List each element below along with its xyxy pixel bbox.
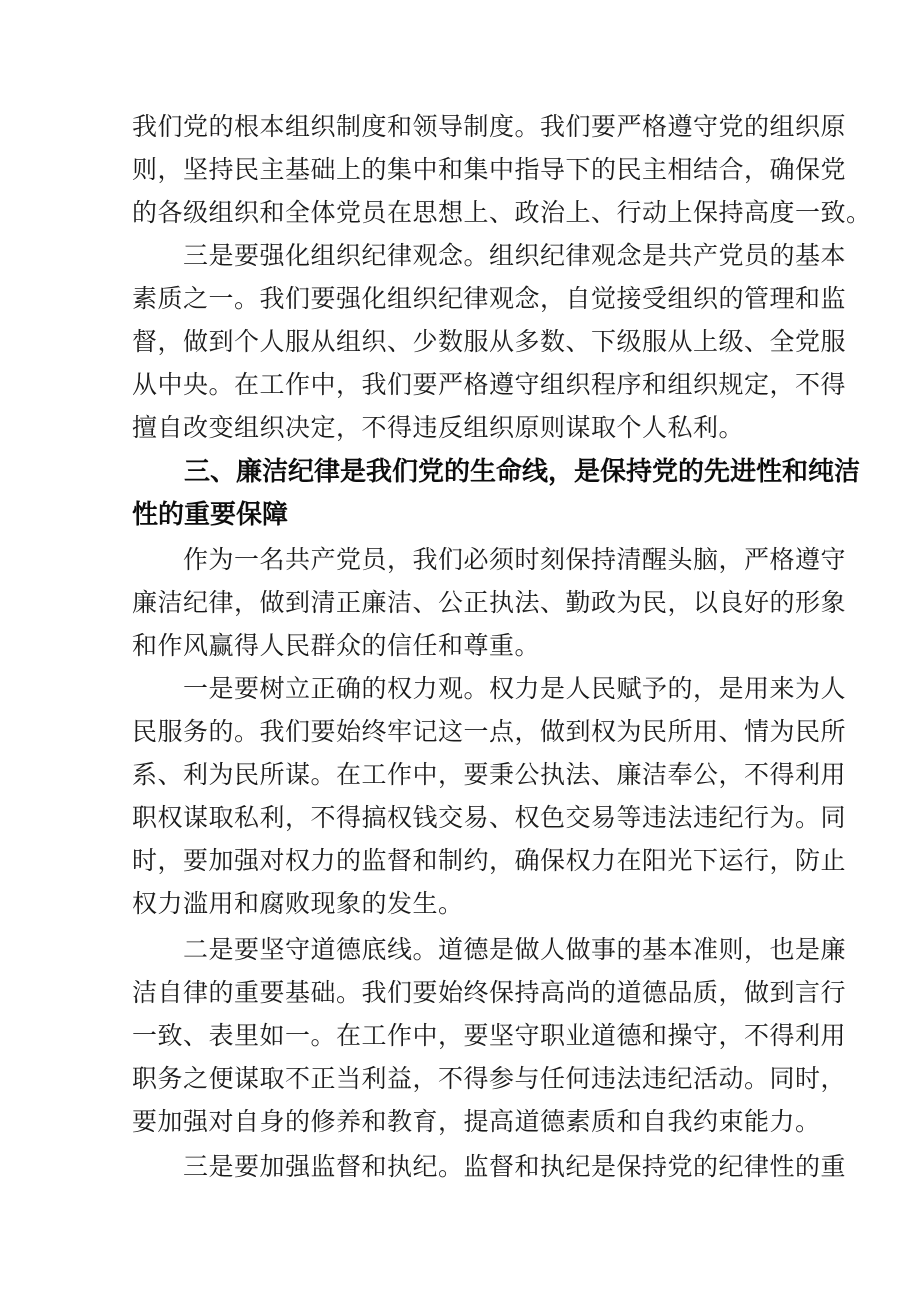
text-line: 则，坚持民主基础上的集中和集中指导下的民主相结合，确保党 bbox=[132, 155, 847, 184]
text-line: 和作风赢得人民群众的信任和尊重。 bbox=[132, 631, 541, 660]
text-line: 职权谋取私利，不得搞权钱交易、权色交易等违法违纪行为。同 bbox=[132, 803, 847, 832]
text-line: 擅自改变组织决定，不得违反组织原则谋取个人私利。 bbox=[132, 413, 745, 442]
text-line: 一致、表里如一。在工作中，要坚守职业道德和操守，不得利用 bbox=[132, 1021, 847, 1050]
text-line: 作为一名共产党员，我们必须时刻保持清醒头脑，严格遵守 bbox=[132, 545, 847, 574]
text-line: 三是要强化组织纪律观念。组织纪律观念是共产党员的基本 bbox=[132, 241, 847, 270]
text-line: 三是要加强监督和执纪。监督和执纪是保持党的纪律性的重 bbox=[132, 1152, 847, 1181]
text-line: 系、利为民所谋。在工作中，要秉公执法、廉洁奉公，不得利用 bbox=[132, 760, 847, 789]
text-line: 职务之便谋取不正当利益，不得参与任何违法违纪活动。同时， bbox=[132, 1064, 847, 1093]
text-line: 素质之一。我们要强化组织纪律观念，自觉接受组织的管理和监 bbox=[132, 284, 847, 313]
text-line: 时，要加强对权力的监督和制约，确保权力在阳光下运行，防止 bbox=[132, 846, 847, 875]
text-line: 洁自律的重要基础。我们要始终保持高尚的道德品质，做到言行 bbox=[132, 978, 847, 1007]
text-line: 民服务的。我们要始终牢记这一点，做到权为民所用、情为民所 bbox=[132, 717, 847, 746]
text-line: 我们党的根本组织制度和领导制度。我们要严格遵守党的组织原 bbox=[132, 112, 847, 141]
text-line: 的各级组织和全体党员在思想上、政治上、行动上保持高度一致。 bbox=[132, 198, 872, 227]
text-line: 要加强对自身的修养和教育，提高道德素质和自我约束能力。 bbox=[132, 1107, 821, 1136]
text-line: 权力滥用和腐败现象的发生。 bbox=[132, 889, 464, 918]
section-heading-line: 三、廉洁纪律是我们党的生命线，是保持党的先进性和纯洁 bbox=[132, 457, 861, 487]
text-line: 从中央。在工作中，我们要严格遵守组织程序和组织规定，不得 bbox=[132, 370, 847, 399]
section-heading-line: 性的重要保障 bbox=[132, 500, 289, 530]
text-line: 一是要树立正确的权力观。权力是人民赋予的，是用来为人 bbox=[132, 674, 847, 703]
text-line: 二是要坚守道德底线。道德是做人做事的基本准则，也是廉 bbox=[132, 935, 847, 964]
text-line: 廉洁纪律，做到清正廉洁、公正执法、勤政为民，以良好的形象 bbox=[132, 588, 847, 617]
text-line: 督，做到个人服从组织、少数服从多数、下级服从上级、全党服 bbox=[132, 327, 847, 356]
